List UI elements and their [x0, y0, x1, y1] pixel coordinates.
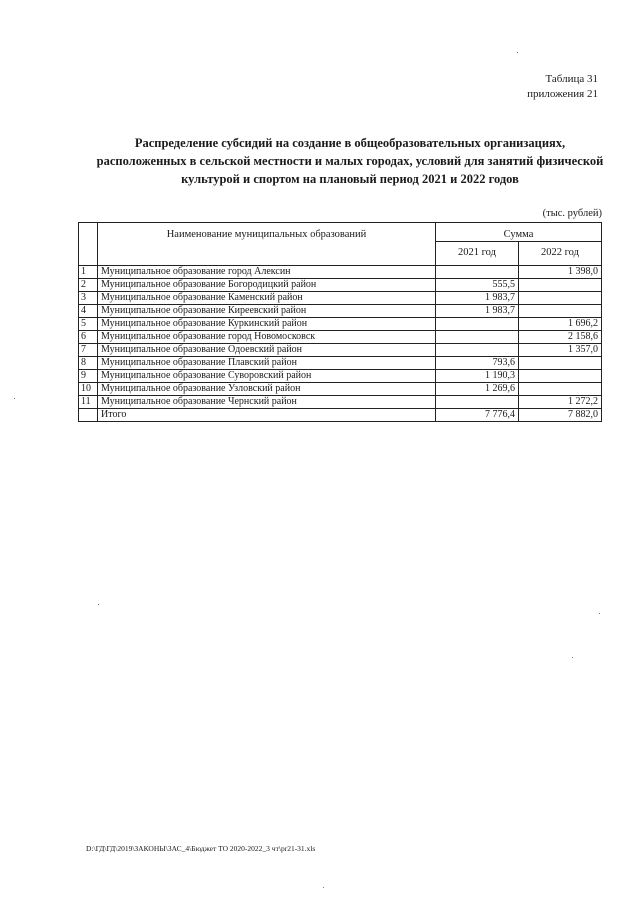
value-2022: 2 158,6: [519, 331, 602, 344]
title-line-1: Распределение субсидий на создание в общеобразовательных организациях,: [134, 136, 566, 150]
header-2021: 2021 год: [436, 241, 519, 265]
municipality-name: Муниципальное образование Киреевский район: [98, 305, 436, 318]
table-row: [79, 266, 602, 279]
table-row: [79, 318, 602, 331]
table-row: [79, 279, 602, 292]
value-2021: 1 983,7: [436, 292, 519, 305]
row-number: 5: [79, 318, 98, 331]
row-number: [79, 409, 98, 422]
value-2021: [436, 344, 519, 357]
value-2022: [519, 292, 602, 305]
appendix-label: приложения 21: [527, 88, 598, 100]
municipality-name: Муниципальное образование Суворовский район: [98, 370, 436, 383]
scan-speck: [14, 398, 15, 399]
table-caption: [527, 72, 598, 102]
scan-speck: [98, 604, 99, 605]
file-path-footer: D:\ГД\ГД\2019\ЗАКОНЫ\ЗАС_4\Бюджет ТО 2020-2022_3 чт\pr21-31.xls: [86, 844, 316, 853]
value-2022: [519, 305, 602, 318]
scan-speck: [517, 52, 518, 53]
municipality-name: Муниципальное образование Чернский район: [98, 396, 436, 409]
table-row: [79, 331, 602, 344]
value-2021: [436, 318, 519, 331]
municipality-name: Муниципальное образование город Алексин: [98, 266, 436, 279]
row-number: 8: [79, 357, 98, 370]
scan-speck: [599, 613, 600, 614]
municipality-name: Муниципальное образование Каменский район: [98, 292, 436, 305]
row-number: 3: [79, 292, 98, 305]
title-line-3: культурой и спортом на плановый период 2021 и 2022 годов: [181, 172, 519, 186]
row-number: 9: [79, 370, 98, 383]
row-number: 10: [79, 383, 98, 396]
municipality-name: Муниципальное образование Одоевский район: [98, 344, 436, 357]
value-2021: [436, 396, 519, 409]
row-number: 7: [79, 344, 98, 357]
value-2022: [519, 370, 602, 383]
municipality-name: Муниципальное образование Куркинский район: [98, 318, 436, 331]
value-2021: [436, 266, 519, 279]
value-2022: 7 882,0: [519, 409, 602, 422]
value-2021: 1 269,6: [436, 383, 519, 396]
table-row: [79, 357, 602, 370]
header-sum: Сумма: [436, 223, 602, 242]
table-row: [79, 370, 602, 383]
header-municipality: Наименование муниципальных образований: [98, 223, 436, 266]
units-label: (тыс. рублей): [542, 208, 602, 219]
row-number: 4: [79, 305, 98, 318]
header-2022: 2022 год: [519, 241, 602, 265]
total-row: [79, 409, 602, 422]
table-row: [79, 344, 602, 357]
title-line-2: расположенных в сельской местности и малых городах, условий для занятий физической: [96, 154, 604, 168]
table-row: [79, 292, 602, 305]
row-number: 11: [79, 396, 98, 409]
table-header-row: [79, 223, 602, 242]
value-2022: 1 272,2: [519, 396, 602, 409]
value-2022: 1 696,2: [519, 318, 602, 331]
municipality-name: Итого: [98, 409, 436, 422]
scan-speck: [572, 657, 573, 658]
value-2021: 1 190,3: [436, 370, 519, 383]
municipality-name: Муниципальное образование Плавский район: [98, 357, 436, 370]
table-row: [79, 383, 602, 396]
table-row: [79, 396, 602, 409]
value-2021: 793,6: [436, 357, 519, 370]
row-number: 2: [79, 279, 98, 292]
value-2021: 1 983,7: [436, 305, 519, 318]
value-2022: [519, 357, 602, 370]
subsidy-table: [78, 222, 602, 422]
scan-speck: [323, 887, 324, 888]
value-2022: 1 398,0: [519, 266, 602, 279]
row-number: 1: [79, 266, 98, 279]
value-2021: 7 776,4: [436, 409, 519, 422]
table-row: [79, 305, 602, 318]
table-number-label: Таблица 31: [545, 73, 598, 85]
header-number-cell: [79, 223, 98, 266]
value-2022: [519, 383, 602, 396]
value-2021: [436, 331, 519, 344]
value-2022: 1 357,0: [519, 344, 602, 357]
municipality-name: Муниципальное образование Узловский район: [98, 383, 436, 396]
page-title: [90, 134, 610, 188]
value-2022: [519, 279, 602, 292]
row-number: 6: [79, 331, 98, 344]
value-2021: 555,5: [436, 279, 519, 292]
municipality-name: Муниципальное образование город Новомосковск: [98, 331, 436, 344]
municipality-name: Муниципальное образование Богородицкий район: [98, 279, 436, 292]
